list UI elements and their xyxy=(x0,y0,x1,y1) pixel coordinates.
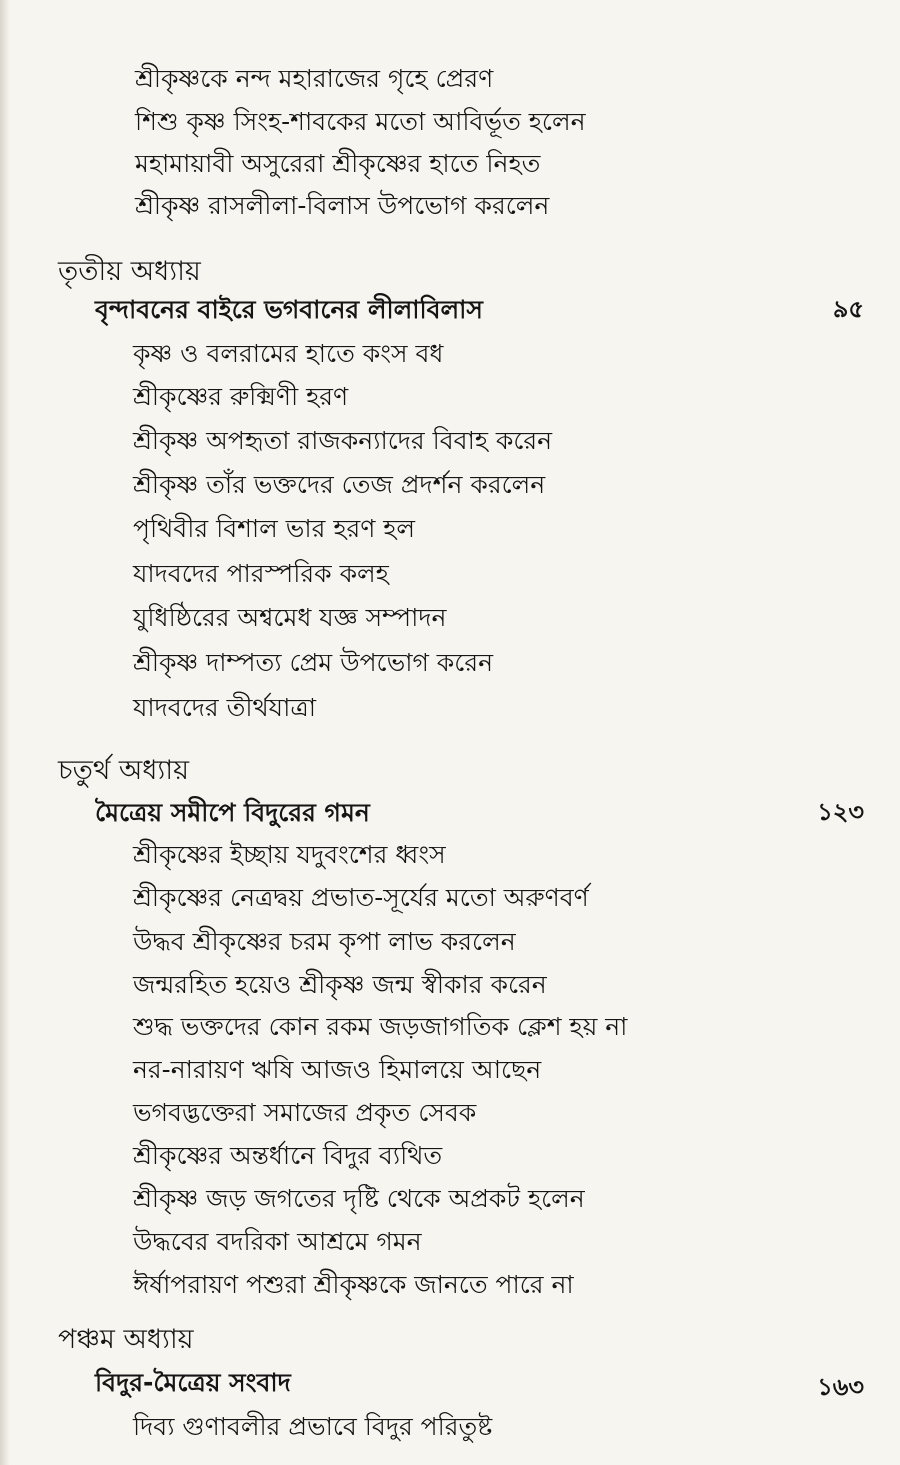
toc-item: উদ্ধব শ্রীকৃষ্ণের চরম কৃপা লাভ করলেন xyxy=(133,927,516,956)
toc-item: যুধিষ্ঠিরের অশ্বমেধ যজ্ঞ সম্পাদন xyxy=(133,603,447,632)
toc-item: ভগবদ্ভক্তেরা সমাজের প্রকৃত সেবক xyxy=(133,1098,477,1127)
toc-item: যাদবদের পারস্পরিক কলহ xyxy=(133,559,389,588)
chapter-heading: তৃতীয় অধ্যায় xyxy=(58,256,201,287)
page-number: ১৬৩ xyxy=(817,1373,864,1401)
toc-item: মহামায়াবী অসুরেরা শ্রীকৃষ্ণের হাতে নিহত xyxy=(135,149,541,178)
toc-item: শ্রীকৃষ্ণের ইচ্ছায় যদুবংশের ধ্বংস xyxy=(133,840,446,869)
toc-item: শ্রীকৃষ্ণ রাসলীলা-বিলাস উপভোগ করলেন xyxy=(135,191,550,220)
toc-item: শ্রীকৃষ্ণ অপহৃতা রাজকন্যাদের বিবাহ করেন xyxy=(133,426,553,455)
chapter-heading: পঞ্চম অধ্যায় xyxy=(58,1324,194,1355)
chapter-title: মৈত্রেয় সমীপে বিদুরের গমন xyxy=(95,798,370,827)
toc-item: শ্রীকৃষ্ণের রুক্মিণী হরণ xyxy=(133,382,349,411)
toc-item: উদ্ধবের বদরিকা আশ্রমে গমন xyxy=(133,1227,422,1256)
toc-item: কৃষ্ণ ও বলরামের হাতে কংস বধ xyxy=(133,339,444,368)
toc-item: পৃথিবীর বিশাল ভার হরণ হল xyxy=(133,514,416,543)
toc-item: শিশু কৃষ্ণ সিংহ-শাবকের মতো আবির্ভূত হলেন xyxy=(135,107,586,136)
chapter-title: বৃন্দাবনের বাইরে ভগবানের লীলাবিলাস xyxy=(95,295,483,324)
toc-item: শুদ্ধ ভক্তদের কোন রকম জড়জাগতিক ক্লেশ হয় না xyxy=(133,1012,628,1041)
chapter-heading: চতুর্থ অধ্যায় xyxy=(58,755,189,786)
page-number: ৯৫ xyxy=(832,295,864,323)
toc-item: শ্রীকৃষ্ণের নেত্রদ্বয় প্রভাত-সূর্যের মতো অরুণবর্ণ xyxy=(133,883,589,912)
page-number: ১২৩ xyxy=(817,798,864,826)
toc-item: শ্রীকৃষ্ণের অন্তর্ধানে বিদুর ব্যথিত xyxy=(133,1141,443,1170)
chapter-title: বিদুর-মৈত্রেয় সংবাদ xyxy=(95,1368,291,1397)
toc-item: ঈর্ষাপরায়ণ পশুরা শ্রীকৃষ্ণকে জানতে পারে না xyxy=(133,1270,574,1299)
toc-item: শ্রীকৃষ্ণ তাঁর ভক্তদের তেজ প্রদর্শন করলেন xyxy=(133,470,546,499)
toc-item: দিব্য গুণাবলীর প্রভাবে বিদুর পরিতুষ্ট xyxy=(133,1412,493,1441)
toc-item: জন্মরহিত হয়েও শ্রীকৃষ্ণ জন্ম স্বীকার করেন xyxy=(133,970,547,999)
toc-item: শ্রীকৃষ্ণকে নন্দ মহারাজের গৃহে প্রেরণ xyxy=(135,64,494,93)
toc-item: শ্রীকৃষ্ণ জড় জগতের দৃষ্টি থেকে অপ্রকট হলেন xyxy=(133,1184,585,1213)
toc-item: যাদবদের তীর্থযাত্রা xyxy=(133,693,316,722)
toc-item: শ্রীকৃষ্ণ দাম্পত্য প্রেম উপভোগ করেন xyxy=(133,648,494,677)
page-binding-shadow xyxy=(0,0,10,1465)
toc-item: নর-নারায়ণ ঋষি আজও হিমালয়ে আছেন xyxy=(133,1055,542,1084)
